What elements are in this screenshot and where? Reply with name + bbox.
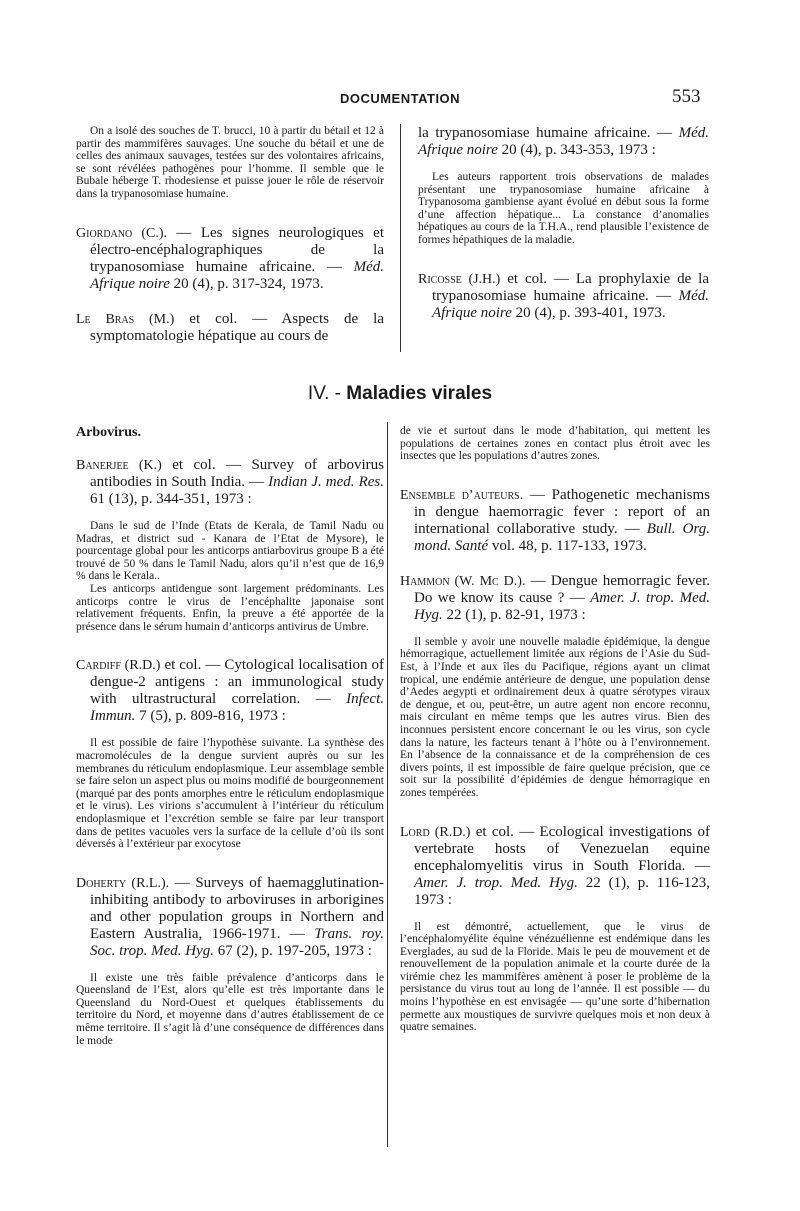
summary-trypanosoma: On a isolé des souches de T. brucci, 10 à partir du bétail et 12 à partir des mammifères sauvages. Une souche du bétail et une de celles des animaux sauvages, testées sur des volontaires africains, se sont révélées pathogènes pour l’homme. Il semble que le Bubale héberge T. rhodesiense et puisse jouer le rôle de réservoir dans la trypanosomiase humaine. [76,125,384,200]
summary-doherty: Il existe une très faible prévalence d’anticorps dans le Queensland de l’Est, alors qu’elle est très importante dans le Queensland du Nord-Ouest et quelques établissements du territoire du Nord, et moyenne dans d’autres établissement de ce même territoire. Il s’agit là d’une conséquence de différences dans le mode [76,971,384,1047]
reference-citation: 22 (1), p. 116-123, 1973 : [414,874,710,908]
reference-journal: Méd. Afrique noire [432,287,709,321]
reference-author: Lord (R.D.) [400,824,471,840]
top-right-column [418,125,709,322]
section-number: IV. - [307,383,347,404]
reference-author: Cardiff (R.D.) [76,658,161,674]
summary-lebras: Les auteurs rapportent trois observations de malades présentant une trypanosomiase humaine africaine à Trypanosoma gambiense ayant évolué en début sous la forme d’une affection hépatique... La constance d’anomalies hépatiques au cours de la T.H.A., rend plausible l’existence de formes hépathiques de la maladie. [418,171,709,246]
reference-lord [400,824,710,909]
reference-hammon [400,573,710,624]
top-left-column [76,125,384,345]
reference-title: et col. — Aspects de la symptomatologie hépatique au cours de [90,310,384,344]
reference-journal: Amer. J. trop. Med. Hyg. [414,874,578,891]
reference-lebras [76,311,384,345]
section-heading [0,383,800,405]
reference-title: — Surveys of haemagglutination-inhibiting antibody to arboviruses in arborigines and other population groups in Northern and Eastern Australia, 1966-1971. — [90,874,384,942]
column-divider [387,422,388,1147]
summary-banerjee-cont: Les anticorps antidengue sont largement prédominants. Les anticorps contre le virus de l’encéphalite japonaise sont relativement fréquents. Enfin, la preuve a été apportée de la présence dans le sérum humain d’anticorps antivirus de Umbre. [76,582,384,633]
reference-journal: Méd. Afrique noire [418,125,709,158]
reference-author: Banerjee (K.) [76,458,162,473]
reference-journal: Amer. J. trop. Med. Hyg. [414,589,711,623]
reference-giordano [76,225,384,293]
section-title: Maladies virales [346,383,493,404]
bottom-right-column [400,425,710,1034]
reference-journal: Bull. Org. mond. Santé [414,520,710,554]
reference-banerjee [76,457,384,508]
reference-lebras-continued [418,125,709,159]
reference-journal: Trans. roy. Soc. trop. Med. Hyg. [90,925,384,959]
summary-hammon: Il semble y avoir une nouvelle maladie épidémique, la dengue hémorragique, actuellement limitée aux régions de l’Asie du Sud-Est, à l’Inde et aux îles du Pacifique, régions ayant un climat tropical, une endémie antérieure de dengue, une population dense d’Aedes aegypti et ordinairement deux à quatre sérotypes viraux de dengue, et ou, peut-être, un autre agent non encore reconnu, mais circulant en même temps que les autres virus. Bien des inconnues persistent encore concernant le ou les virus, son cycle dans la nature, les facteurs tenant à l’hôte ou à l’environnement. En l’absence de la connaissance et de la compréhension de ces divers points, il est impossible de faire quelque précision, que ce soit sur la possibilité d’épidémies de dengue hémorragique en zones tempérées. [400,635,710,799]
reference-doherty [76,875,384,960]
summary-cardiff: Il est possible de faire l’hypothèse suivante. La synthèse des macromolécules de la dengue survient auprès ou sur les membranes du réticulum endoplasmique. Leur assemblage semble se faire selon un aspect plus ou moins modifié de bourgeonnement (marqué par des ponts amorphes entre le réticulum endoplasmique et le virus). Les virions s’accumulent à l’intérieur du réticulum endoplasmique et l’excrétion semble se faire par leur transport dans de petites vacuoles vers la surface de la cellule d’où ils sont déversés à l’extérieur par exocytose [76,737,384,851]
reference-journal: Indian J. med. Res. [268,474,384,490]
reference-title: et col. — Survey of arbovirus antibodies in South India. — [90,457,384,490]
reference-title: la trypanosomiase humaine africaine. — [418,125,679,141]
column-divider [400,124,401,352]
summary-banerjee: Dans le sud de l’Inde (Etats de Kerala, de Tamil Nadu ou Madras, et district sud - Kanara de l’Etat de Mysore), le pourcentage global pour les anticorps antiarbovirus groupe B a été trouvé de 50 % dans le Tamil Nadu, alors qu’il n’est que de 16,9 % dans le Kerala.. [76,520,384,583]
summary-doherty-continued: de vie et surtout dans le mode d’habitation, qui mettent les populations de certaines zones en contact plus étroit avec les insectes que les populations d’autres zones. [400,425,710,463]
reference-author: Doherty (R.L.). [76,875,170,891]
reference-citation: 7 (5), p. 809-816, 1973 : [135,708,286,725]
reference-ricosse [418,271,709,322]
reference-title: — Les signes neurologiques et électro-encéphalographiques de la trypanosomiase humaine africaine. — [90,224,384,275]
running-header: DOCUMENTATION [339,91,461,106]
reference-author: Giordano (C.). [76,225,168,241]
reference-citation: 61 (13), p. 344-351, 1973 : [90,491,252,507]
reference-title: — Pathogenetic mechanisms in dengue haemorragic fever : report of an international collaborative study. — [414,486,710,537]
reference-title: et col. — La prophylaxie de la trypanosomiase humaine africaine. — [432,270,709,304]
reference-title: et col. — Ecological investigations of vertebrate hosts of Venezuelan equine encephalomyelitis virus in South Florida. — [414,823,710,874]
reference-journal: Méd. Afrique noire [90,258,384,292]
subsection-heading: Arbovirus. [76,425,141,440]
reference-journal: Infect. Immun. [90,691,384,725]
summary-lord: Il est démontré, actuellement, que le virus de l’encéphalomyélite équine vénézuélienne est endémique dans les Everglades, au sud de la Floride. Mais le peu de mouvement et de renouvellement de la population animale et la courte durée de la virémie chez les mammifères amènent à poser le problème de la persistance du virus tout au long de l’année. Il est possible — du moins l’hypothèse en est envisagée — qu’une sorte d’hibernation permette aux moustiques de survivre quelques mois et non deux à quatre semaines. [400,920,710,1034]
reference-ensemble [400,487,710,555]
reference-author: Le Bras (M.) [76,311,175,327]
reference-citation: 22 (1), p. 82-91, 1973 : [442,606,586,623]
reference-author: Ricosse (J.H.) [418,271,501,287]
page-number: 553 [672,86,701,107]
reference-author: Ensemble d’auteurs. [400,487,524,503]
bottom-left-column [76,457,384,1047]
reference-cardiff [76,657,384,725]
reference-author: Hammon (W. Mc D.). [400,573,526,589]
reference-title: — Dengue hemorragic fever. Do we know its cause ? — [414,572,710,606]
reference-title: et col. — Cytological localisation of dengue-2 antigens : an immunological study with ultrastructural correlation. — [90,657,384,708]
reference-citation: vol. 48, p. 117-133, 1973. [488,537,647,554]
reference-citation: 20 (4), p. 393-401, 1973. [511,304,666,321]
reference-citation: 20 (4), p. 317-324, 1973. [169,275,324,292]
reference-citation: 20 (4), p. 343-353, 1973 : [497,142,656,158]
reference-citation: 67 (2), p. 197-205, 1973 : [214,942,372,959]
